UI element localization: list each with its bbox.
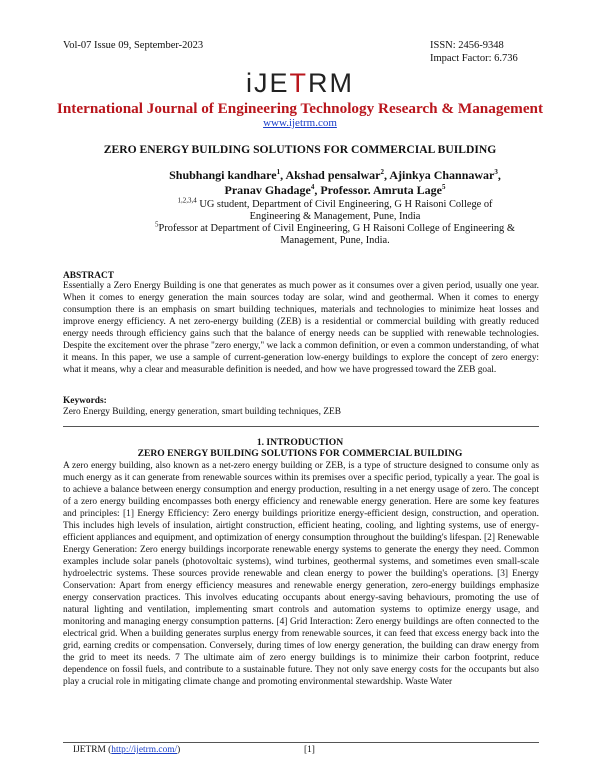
page-number: [1] <box>304 745 315 755</box>
author-sup: 2 <box>380 168 384 176</box>
introduction-text: A zero energy building, also known as a net-zero energy building or ZEB, is a type of structure designed to consume only as much energy as it can generate from renewable sources within its premises over a specific period, typically a year. The goal is to achieve a balance between energy consumption and energy production, resulting in a net energy usage of zero. The concept of a zero energy building encompasses both energy efficiency and renewable energy generation. Here are some key features and principles: [1] Energy Efficiency: Zero energy buildings prioritize energy-efficient design, construction, and operation. This includes high levels of insulation, airtight construction, efficient heating, cooling, and lighting systems, use of energy-efficient appliances and equipment, and optimization of energy consumption throughout the building's lifespan. [2] Renewable Energy Generation: Zero energy buildings incorporate renewable energy systems to generate the energy they need. Common examples include solar panels (photovoltaic systems), wind turbines, geothermal systems, and sometimes even small-scale hydroelectric systems. These sources provide renewable and clean energy to power the building's operations. [3] Energy Conservation: Apart from energy efficiency measures and renewable energy generation, zero-energy buildings emphasize energy conservation practices. This involves educating occupants about energy-saving behaviours, promoting the use of natural lighting and ventilation, implementing smart controls and automation systems to optimize energy usage, and monitoring and managing energy consumption patterns. [4] Grid Interaction: Zero energy buildings are often connected to the electrical grid. When a building generates surplus energy from renewable sources, it can feed that excess energy back into the grid, earning credits or compensation. Conversely, during times of low energy generation, the building can draw energy from the grid to meet its needs. 7 The ultimate aim of zero energy buildings is to minimize their carbon footprint, reduce dependence on fossil fuels, and contribute to a sustainable future. They not only save energy costs for the occupants but also play a crucial role in mitigating climate change and promoting environmental stewardship. Waste Water <box>63 461 539 687</box>
section-divider <box>63 426 539 427</box>
footer-prefix: IJETRM ( <box>73 745 112 755</box>
journal-url-link[interactable]: www.ijetrm.com <box>263 117 337 129</box>
affiliation-sup: 1,2,3,4 <box>177 196 197 205</box>
paper-title: ZERO ENERGY BUILDING SOLUTIONS FOR COMMERCIAL BUILDING <box>103 143 497 156</box>
volume-info: Vol-07 Issue 09, September-2023 <box>63 40 204 51</box>
author-sup: 1 <box>276 168 281 176</box>
author-sup: 5 <box>442 183 446 191</box>
logo-accent: T <box>289 68 308 98</box>
logo-suffix: RM <box>308 68 354 98</box>
author: Akshad pensalwar <box>285 168 381 182</box>
journal-logo <box>0 68 600 98</box>
author-sup: 4 <box>310 183 315 191</box>
affiliation <box>155 196 515 223</box>
affiliation-sup: 5 <box>155 220 159 229</box>
author: Shubhangi kandhare <box>169 168 277 182</box>
author-list: Shubhangi kandhare$^1$, Akshad pensalwar$^2$, Ajinkya Channawar$^3$, Pranav Ghadage$^4$, Professor. Amruta Lage$^5$ <box>169 168 501 197</box>
keywords-heading: Keywords: <box>63 396 107 406</box>
issn-block <box>430 40 518 65</box>
affiliation-text: Professor at Department of Civil Engineering, G H Raisoni College of Engineering & Management, Pune, India. <box>158 223 515 246</box>
abstract-heading: ABSTRACT <box>63 271 115 281</box>
author: Ajinkya Channawar <box>389 168 495 182</box>
logo-prefix: iJE <box>245 68 290 98</box>
author-sup: 3 <box>494 168 498 176</box>
introduction-heading: 1. INTRODUCTION <box>256 437 344 448</box>
affiliation-text: UG student, Department of Civil Engineering, G H Raisoni College of Engineering & Management, Pune, India <box>196 199 493 222</box>
issn: ISSN: 2456-9348 <box>430 40 504 51</box>
footer-citation <box>73 745 180 755</box>
affiliation <box>155 220 515 247</box>
journal-name: International Journal of Engineering Technology Research & Management <box>56 100 544 117</box>
footer-suffix: ) <box>177 745 181 755</box>
footer-link[interactable]: http://ijetrm.com/ <box>111 745 178 755</box>
affiliations <box>155 196 515 247</box>
introduction-subheading: ZERO ENERGY BUILDING SOLUTIONS FOR COMMERCIAL BUILDING <box>137 448 463 459</box>
footer-divider <box>63 742 539 743</box>
impact-factor: Impact Factor: 6.736 <box>430 52 518 64</box>
keywords-text: Zero Energy Building, energy generation, smart building techniques, ZEB <box>63 407 341 417</box>
abstract-text: Essentially a Zero Energy Building is one that generates as much power as it consumes over a given period, usually one year. When it comes to energy generation the main sources today are solar, wind and geothermal. When it comes to energy consumption there is an emphasis on smart building techniques, materials and technologies to minimize heat losses and improve energy efficiency. A net zero-energy building (ZEB) is a residential or commercial building with greatly reduced energy needs through efficiency gains such that the balance of energy needs can be supplied with renewable technologies. Despite the excitement over the phrase "zero energy," we lack a common definition, or even a common understanding, of what it means. In this paper, we use a sample of current-generation low-energy buildings to explore the concept of zero energy: what it means, why a clear and measurable definition is needed, and how we have progressed toward the ZEB goal. <box>63 281 539 375</box>
author: Professor. Amruta Lage <box>320 183 442 197</box>
author: Pranav Ghadage <box>224 183 311 197</box>
